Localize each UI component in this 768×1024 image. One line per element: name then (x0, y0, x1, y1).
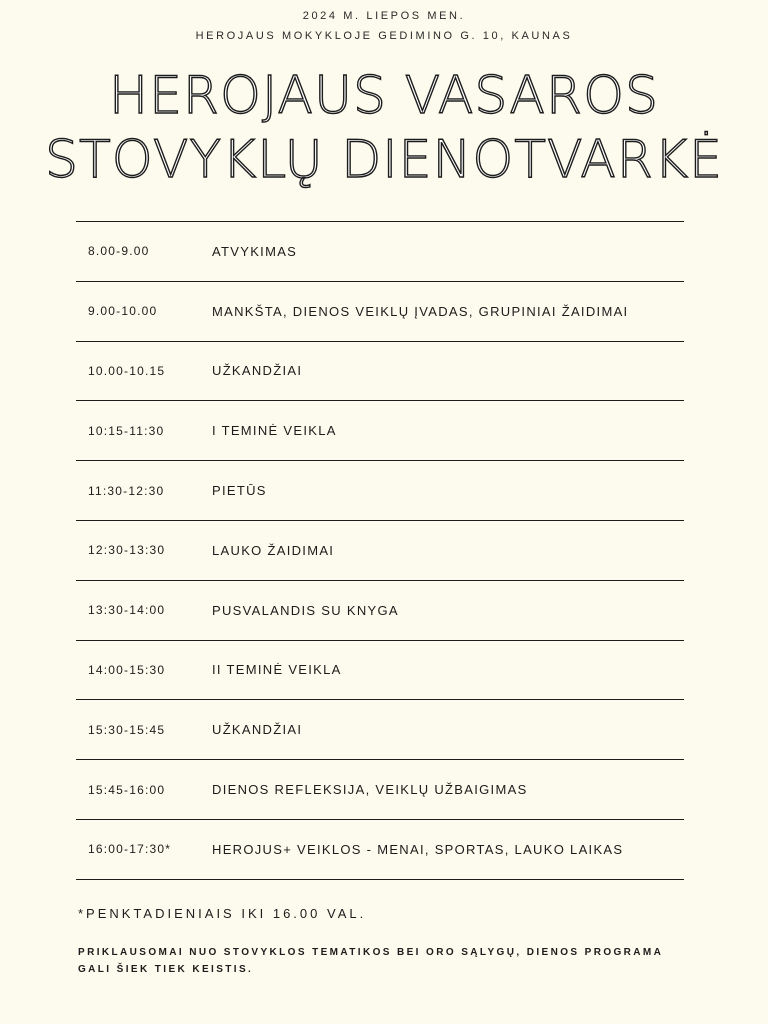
schedule-activity: PIETŪS (212, 483, 267, 499)
schedule-row (76, 222, 684, 282)
schedule-row (76, 461, 684, 521)
schedule-activity: UŽKANDŽIAI (212, 722, 303, 738)
schedule-time: 8.00-9.00 (88, 244, 150, 259)
schedule-row (76, 342, 684, 402)
schedule-activity: PUSVALANDIS SU KNYGA (212, 602, 399, 618)
title-line-1: HEROJAUS VASAROS (108, 66, 660, 126)
schedule-time: 14:00-15:30 (88, 662, 166, 677)
schedule-activity: HEROJUS+ VEIKLOS - MENAI, SPORTAS, LAUKO LAIKAS (212, 841, 624, 857)
schedule-row (76, 820, 684, 880)
schedule-activity: MANKŠTA, DIENOS VEIKLŲ ĮVADAS, GRUPINIAI ŽAIDIMAI (212, 303, 629, 319)
schedule-row (76, 700, 684, 760)
event-date: 2024 M. LIEPOS MEN. (302, 10, 466, 22)
schedule-time: 16:00-17:30* (88, 842, 172, 857)
schedule-table (76, 221, 684, 880)
schedule-row (76, 401, 684, 461)
schedule-row (76, 641, 684, 701)
schedule-time: 11:30-12:30 (88, 483, 165, 498)
schedule-activity: I TEMINĖ VEIKLA (212, 423, 337, 439)
friday-footnote: *PENKTADIENIAIS IKI 16.00 VAL. (78, 906, 367, 921)
schedule-activity: UŽKANDŽIAI (212, 363, 303, 379)
schedule-time: 13:30-14:00 (88, 603, 166, 618)
schedule-time: 12:30-13:30 (88, 543, 166, 558)
disclaimer-note: PRIKLAUSOMAI NUO STOVYKLOS TEMATIKOS BEI ORO SĄLYGŲ, DIENOS PROGRAMA GALI ŠIEK TIEK KEISTIS. (78, 947, 663, 975)
schedule-row (76, 521, 684, 581)
schedule-row (76, 581, 684, 641)
schedule-time: 15:45-16:00 (88, 782, 166, 797)
schedule-time: 15:30-15:45 (88, 722, 166, 737)
schedule-activity: II TEMINĖ VEIKLA (212, 662, 342, 678)
schedule-row (76, 282, 684, 342)
schedule-time: 10:15-11:30 (88, 423, 165, 438)
event-location: HEROJAUS MOKYKLOJE GEDIMINO G. 10, KAUNAS (195, 30, 573, 42)
schedule-row (76, 760, 684, 820)
schedule-time: 9.00-10.00 (88, 304, 158, 319)
page-title (0, 64, 768, 192)
title-line-2: STOVYKLŲ DIENOTVARKĖ (45, 130, 723, 190)
schedule-activity: ATVYKIMAS (212, 243, 298, 259)
schedule-time: 10.00-10.15 (88, 363, 166, 378)
schedule-activity: DIENOS REFLEKSIJA, VEIKLŲ UŽBAIGIMAS (212, 782, 528, 798)
schedule-activity: LAUKO ŽAIDIMAI (212, 542, 335, 558)
